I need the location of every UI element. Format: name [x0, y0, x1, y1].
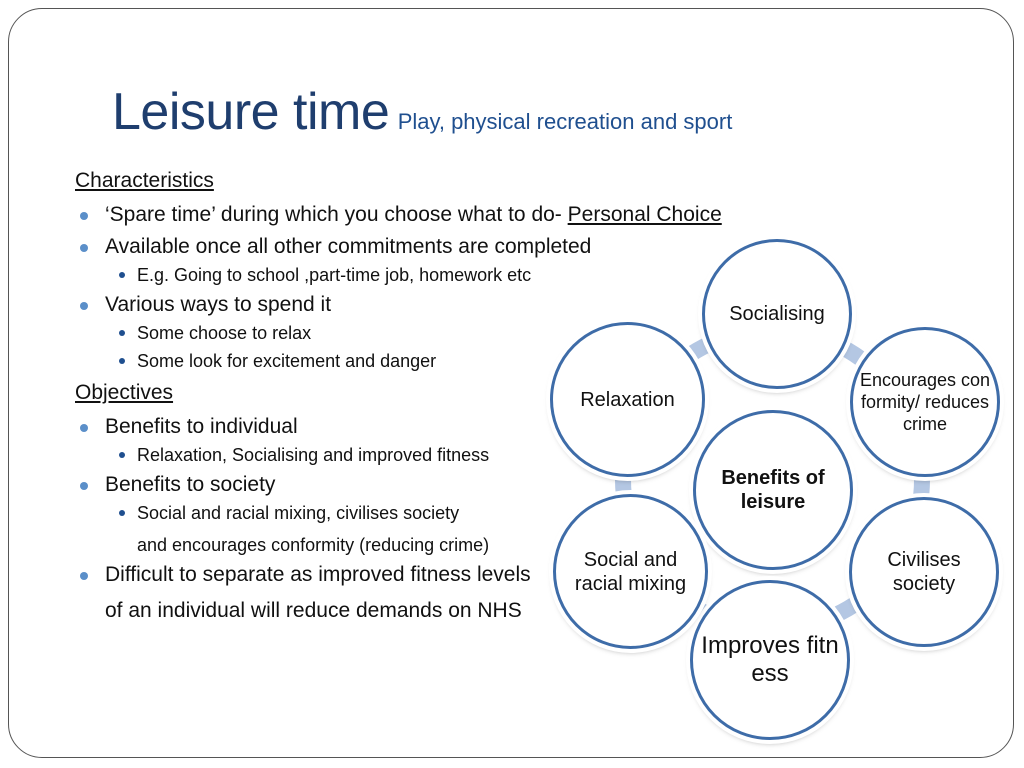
bullet-spare-time-text: ‘Spare time’ during which you choose what to do-: [105, 203, 562, 226]
bullet-society: Benefits to society: [105, 472, 875, 498]
sub-bullet-individual-benefits: Relaxation, Socialising and improved fitness: [137, 444, 875, 466]
personal-choice-emphasis: Personal Choice: [567, 203, 722, 226]
node-civilises-society: Civilises society: [849, 497, 999, 647]
bullet-individual: Benefits to individual: [105, 414, 875, 440]
title-subtitle: Play, physical recreation and sport: [397, 109, 733, 134]
node-relaxation: Relaxation: [550, 322, 705, 477]
objectives-heading: Objectives: [75, 381, 174, 404]
center-node-benefits: Benefits of leisure: [693, 410, 853, 570]
bullet-various-ways: Various ways to spend it: [105, 292, 875, 318]
society-benefits-line2: and encourages conformity (reducing crime): [137, 535, 490, 555]
sub-bullet-excitement: Some look for excitement and danger: [137, 350, 875, 372]
characteristics-heading: Characteristics: [75, 169, 214, 192]
benefits-cycle-diagram: [545, 232, 1015, 762]
slide-title: [112, 82, 732, 142]
node-social-racial-mixing: Social and racial mixing: [553, 494, 708, 649]
difficult-line2: of an individual will reduce demands on NHS: [105, 599, 522, 622]
node-socialising: Socialising: [702, 239, 852, 389]
title-main: Leisure time: [112, 83, 390, 141]
difficult-line1: Difficult to separate as improved fitness levels: [105, 563, 531, 586]
bullet-spare-time: [105, 202, 875, 228]
node-encourages-conformity: Encourages conformity/ reduces crime: [850, 327, 1000, 477]
sub-bullet-relax: Some choose to relax: [137, 322, 875, 344]
society-benefits-line1: Social and racial mixing, civilises society: [137, 503, 460, 523]
bullet-available: Available once all other commitments are completed: [105, 234, 875, 260]
sub-bullet-eg: E.g. Going to school ,part-time job, homework etc: [137, 264, 875, 286]
node-improves-fitness: Improves fitness: [690, 580, 850, 740]
